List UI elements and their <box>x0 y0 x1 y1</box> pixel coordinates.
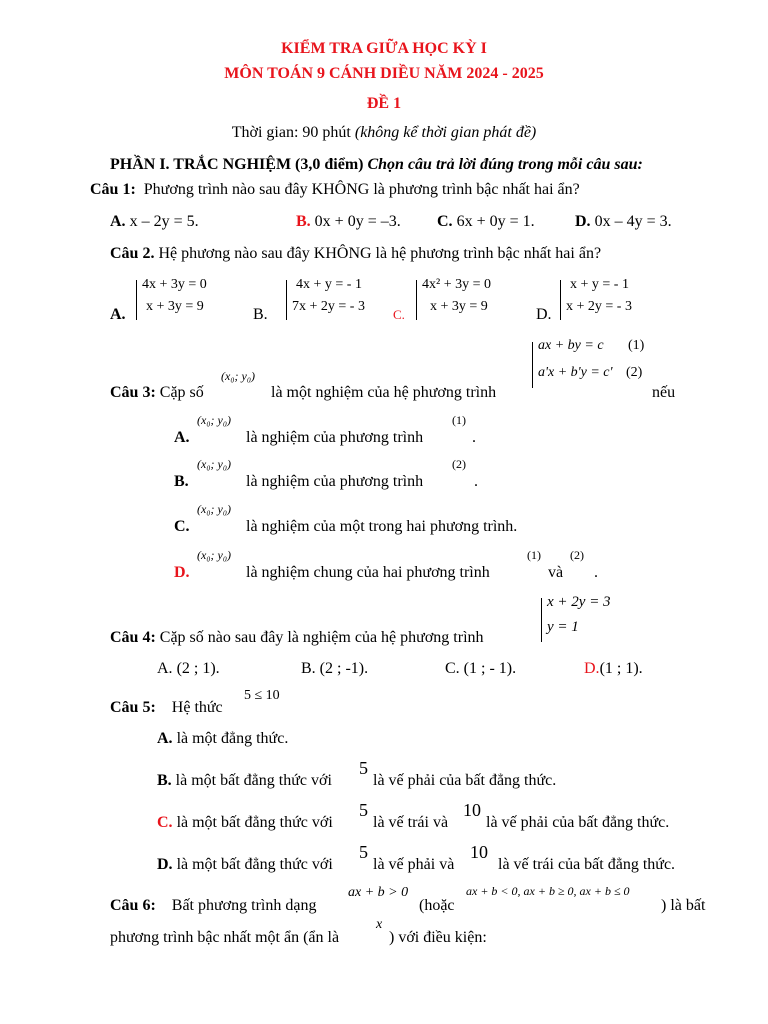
time-note: (không kể thời gian phát đề) <box>354 124 537 141</box>
option-key: D. <box>584 660 600 677</box>
q5-option-d-mid: là vế phải và <box>373 856 455 873</box>
equation-2: y = 1 <box>547 619 579 635</box>
equation-2: 7x + 2y = - 3 <box>292 299 365 314</box>
q5-option-d[interactable] <box>157 856 333 874</box>
q3-option-b-key[interactable]: B. <box>174 473 189 490</box>
question-text: Cặp số <box>159 384 204 401</box>
q5-option-b-tail: là vế phải của bất đẳng thức. <box>373 772 557 789</box>
q3-option-b-text: là nghiệm của phương trình <box>246 473 424 490</box>
option-text: 6x + 0y = 1. <box>456 213 535 230</box>
option-text: (1 ; - 1). <box>463 660 517 677</box>
system-brace <box>286 280 287 320</box>
option-key: D. <box>575 213 591 230</box>
question-1 <box>90 181 580 199</box>
q3-option-c-key[interactable]: C. <box>174 518 190 535</box>
pair-x0-y0: (x₀; y₀) <box>197 413 231 427</box>
option-text: 0x + 0y = –3. <box>314 213 401 230</box>
number-5: 5 <box>359 842 368 862</box>
question-text: Cặp số nào sau đây là nghiệm của hệ phương trình <box>159 629 484 646</box>
q6-line2-a: phương trình bậc nhất một ẩn (ẩn là <box>110 929 340 946</box>
system-brace <box>416 280 417 320</box>
q4-option-a[interactable] <box>157 660 220 678</box>
q4-option-c[interactable] <box>445 660 516 678</box>
period: . <box>474 473 478 490</box>
equation-1: 4x² + 3y = 0 <box>422 277 491 292</box>
equation-tag: (2) <box>570 548 584 562</box>
option-key: A. <box>157 730 173 747</box>
pair-x0-y0: (x₀; y₀) <box>197 548 231 562</box>
question-3-text: là một nghiệm của hệ phương trình <box>271 384 497 401</box>
system-brace <box>560 280 561 320</box>
question-label: Câu 4: <box>110 629 156 646</box>
question-label: Câu 1: <box>90 181 136 198</box>
period: . <box>594 564 598 581</box>
exam-code: ĐỀ 1 <box>366 95 402 112</box>
option-text: x – 2y = 5. <box>129 213 199 230</box>
option-text: là một bất đẳng thức với <box>175 772 332 789</box>
question-text: Hệ thức <box>171 699 223 716</box>
inequality-expr: 5 ≤ 10 <box>244 688 280 703</box>
option-text: là một đẳng thức. <box>176 730 289 747</box>
option-key: A. <box>157 660 173 677</box>
section-instruction: Chọn câu trả lời đúng trong mỗi câu sau: <box>367 156 643 173</box>
q5-option-c-tail: là vế phải của bất đẳng thức. <box>486 814 670 831</box>
q4-option-d[interactable] <box>584 660 643 678</box>
q1-option-a[interactable] <box>110 213 199 231</box>
question-3-tail: nếu <box>652 384 676 401</box>
number-10: 10 <box>463 800 481 820</box>
question-3-lead <box>110 384 204 402</box>
q6-line2-b: ) với điều kiện: <box>389 929 487 946</box>
system-brace <box>532 342 533 388</box>
option-text: 0x – 4y = 3. <box>594 213 672 230</box>
option-key: B. <box>296 213 311 230</box>
option-key: C. <box>157 814 173 831</box>
option-key: D. <box>157 856 173 873</box>
section-label: PHẦN I. TRẮC NGHIỆM (3,0 điểm) <box>110 156 364 173</box>
question-label: Câu 6: <box>110 897 156 914</box>
question-label: Câu 2. <box>110 245 155 262</box>
number-5: 5 <box>359 800 368 820</box>
number-5: 5 <box>359 758 368 778</box>
period: . <box>472 429 476 446</box>
q6-text-tail: ) là bất <box>661 897 706 914</box>
equation-1: x + y = - 1 <box>570 277 629 292</box>
equation-tag: (1) <box>452 413 466 427</box>
equation-1: x + 2y = 3 <box>547 594 611 610</box>
time-line <box>0 124 768 142</box>
equation-1: ax + by = c <box>538 338 604 353</box>
option-key: B. <box>301 660 316 677</box>
q5-option-c[interactable] <box>157 814 333 832</box>
question-label: Câu 5: <box>110 699 156 716</box>
q5-option-b[interactable] <box>157 772 332 790</box>
system-brace <box>136 280 137 320</box>
exam-subtitle: MÔN TOÁN 9 CÁNH DIỀU NĂM 2024 - 2025 <box>224 65 544 82</box>
equation-2: x + 3y = 9 <box>146 299 204 314</box>
question-2 <box>110 245 601 263</box>
question-text: Bất phương trình dạng <box>171 897 317 914</box>
equation-1-tag: (1) <box>628 338 645 353</box>
equation-2: a'x + b'y = c' <box>538 365 613 380</box>
option-text: (2 ; 1). <box>176 660 220 677</box>
option-key: C. <box>437 213 453 230</box>
option-key: B. <box>157 772 172 789</box>
number-10: 10 <box>470 842 488 862</box>
option-key: A. <box>110 213 126 230</box>
exam-title: KIỂM TRA GIỮA HỌC KỲ I <box>281 40 487 57</box>
variable-x: x <box>376 917 383 932</box>
question-text: Hệ phương nào sau đây KHÔNG là hệ phương trình bậc nhất hai ẩn? <box>158 245 602 262</box>
pair-x0-y0: (x₀; y₀) <box>197 502 231 516</box>
q5-option-d-tail: là vế trái của bất đẳng thức. <box>498 856 676 873</box>
q4-option-b[interactable] <box>301 660 368 678</box>
q3-option-a-key[interactable]: A. <box>174 429 190 446</box>
q5-option-a[interactable] <box>157 730 288 748</box>
time-label: Thời gian: 90 phút <box>231 124 351 141</box>
option-key: C. <box>445 660 460 677</box>
q5-option-c-mid: là vế trái và <box>373 814 449 831</box>
question-4 <box>110 629 484 647</box>
q1-option-b[interactable] <box>296 213 401 231</box>
q1-option-d[interactable] <box>575 213 672 231</box>
q6-line2 <box>110 929 339 947</box>
option-text: là một bất đẳng thức với <box>176 814 333 831</box>
q1-option-c[interactable] <box>437 213 535 231</box>
inequality-expr: ax + b > 0 <box>348 885 409 900</box>
question-6 <box>110 897 316 915</box>
q3-option-d-text: là nghiệm chung của hai phương trình <box>246 564 490 581</box>
equation-tag: (2) <box>452 457 466 471</box>
question-label: Câu 3: <box>110 384 156 401</box>
option-text: là một bất đẳng thức với <box>176 856 333 873</box>
equation-2-tag: (2) <box>626 365 643 380</box>
question-5 <box>110 699 223 717</box>
option-text: (2 ; -1). <box>319 660 369 677</box>
system-brace <box>541 598 542 642</box>
q2-option-b-key[interactable]: B. <box>253 306 268 323</box>
conjunction: và <box>548 564 564 581</box>
q3-option-c-text: là nghiệm của một trong hai phương trình. <box>246 518 518 535</box>
equation-2: x + 2y = - 3 <box>566 299 632 314</box>
inequality-variants: ax + b < 0, ax + b ≥ 0, ax + b ≤ 0 <box>466 884 630 898</box>
equation-2: x + 3y = 9 <box>430 299 488 314</box>
equation-1: 4x + y = - 1 <box>296 277 362 292</box>
option-text: (1 ; 1). <box>599 660 643 677</box>
q3-option-d-key[interactable]: D. <box>174 564 190 581</box>
equation-tag: (1) <box>527 548 541 562</box>
question-text: Phương trình nào sau đây KHÔNG là phương trình bậc nhất hai ẩn? <box>143 181 580 198</box>
q2-option-c-key[interactable]: C. <box>393 307 405 322</box>
q3-option-a-text: là nghiệm của phương trình <box>246 429 424 446</box>
pair-x0-y0: (x₀; y₀) <box>197 457 231 471</box>
q2-option-d-key[interactable]: D. <box>536 306 552 323</box>
pair-x0-y0: (x₀; y₀) <box>221 369 255 383</box>
section-heading <box>110 156 643 174</box>
q6-text-or: (hoặc <box>419 897 455 914</box>
equation-1: 4x + 3y = 0 <box>142 277 207 292</box>
q2-option-a-key[interactable]: A. <box>110 306 126 323</box>
